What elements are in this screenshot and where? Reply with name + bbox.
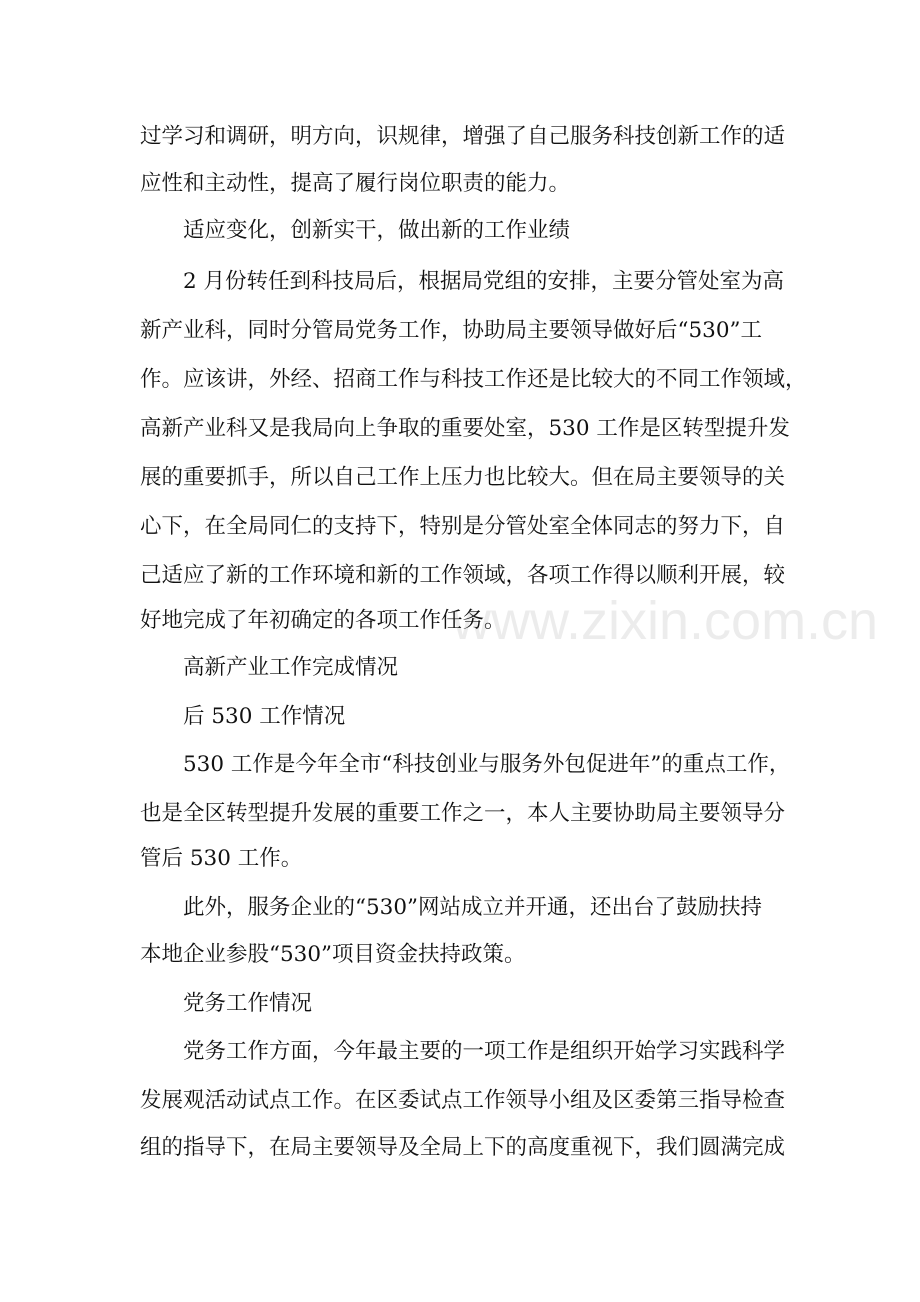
paragraph-line: 心下，在全局同仁的支持下，特别是分管处室全体同志的努力下，自 — [140, 514, 786, 539]
paragraph-first-line: 530 工作是今年全市“科技创业与服务外包促进年”的重点工作， — [183, 752, 791, 777]
paragraph-line: 好地完成了年初确定的各项工作任务。 — [140, 608, 506, 633]
section-heading: 党务工作情况 — [183, 991, 313, 1016]
paragraph-line: 发展观活动试点工作。在区委试点工作领导小组及区委第三指导检查 — [140, 1088, 786, 1113]
paragraph-line: 作。应该讲，外经、招商工作与科技工作还是比较大的不同工作领域， — [140, 367, 807, 392]
text-line — [0, 262, 920, 302]
text-line — [0, 697, 920, 737]
paragraph-first-line: 此外，服务企业的“530”网站成立并开通，还出台了鼓励扶持 — [183, 895, 763, 920]
text-line — [0, 409, 920, 449]
text-line — [0, 507, 920, 547]
text-line — [0, 211, 920, 251]
paragraph-line: 也是全区转型提升发展的重要工作之一，本人主要协助局主要领导分 — [140, 801, 786, 826]
watermark-text: www.zixin.com.cn — [452, 591, 879, 651]
text-line — [0, 1032, 920, 1072]
text-line — [0, 984, 920, 1024]
text-line — [0, 1081, 920, 1121]
text-line — [0, 1128, 920, 1168]
paragraph-line: 管后 530 工作。 — [140, 846, 303, 871]
paragraph-continuation: 过学习和调研，明方向，识规律，增强了自己服务科技创新工作的适 — [140, 124, 786, 149]
paragraph-line: 本地企业参股“530”项目资金扶持政策。 — [140, 942, 526, 967]
text-line — [0, 311, 920, 351]
text-line — [0, 839, 920, 879]
paragraph-line: 高新产业科又是我局向上争取的重要处室，530 工作是区转型提升发 — [140, 416, 790, 441]
section-heading: 后 530 工作情况 — [183, 704, 346, 729]
text-line — [0, 117, 920, 157]
section-heading: 高新产业工作完成情况 — [183, 655, 399, 680]
text-line — [0, 935, 920, 975]
text-line — [0, 164, 920, 204]
text-line — [0, 458, 920, 498]
paragraph-first-line: 2 月份转任到科技局后，根据局党组的安排，主要分管处室为高 — [183, 269, 785, 294]
paragraph-line: 展的重要抓手，所以自己工作上压力也比较大。但在局主要领导的关 — [140, 465, 786, 490]
paragraph-line: 己适应了新的工作环境和新的工作领域，各项工作得以顺利开展，较 — [140, 563, 786, 588]
text-line — [0, 794, 920, 834]
text-line — [0, 745, 920, 785]
paragraph-line: 组的指导下，在局主要领导及全局上下的高度重视下，我们圆满完成 — [140, 1135, 786, 1160]
paragraph-continuation: 应性和主动性，提高了履行岗位职责的能力。 — [140, 171, 571, 196]
text-line — [0, 888, 920, 928]
paragraph-first-line: 党务工作方面，今年最主要的一项工作是组织开始学习实践科学 — [183, 1039, 786, 1064]
section-heading: 适应变化，创新实干，做出新的工作业绩 — [183, 218, 571, 243]
text-line — [0, 360, 920, 400]
paragraph-line: 新产业科，同时分管局党务工作，协助局主要领导做好后“530”工 — [140, 318, 763, 343]
